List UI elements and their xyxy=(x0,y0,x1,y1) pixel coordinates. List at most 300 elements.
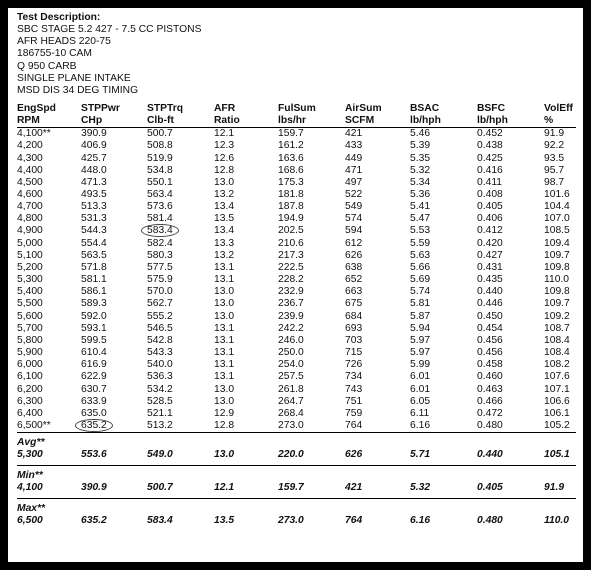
table-cell: 6.01 xyxy=(410,383,431,395)
table-cell: 6,400 xyxy=(17,407,43,419)
test-description-line: SINGLE PLANE INTAKE xyxy=(17,72,131,84)
table-row xyxy=(17,311,576,323)
table-cell: 5.46 xyxy=(410,128,431,140)
table-cell: 159.7 xyxy=(278,128,304,140)
table-cell: 5,700 xyxy=(17,322,43,334)
summary-cell: 390.9 xyxy=(81,482,147,499)
table-body xyxy=(17,128,576,433)
table-cell: 5,200 xyxy=(17,261,43,273)
table-cell: 92.2 xyxy=(544,140,565,152)
table-cell: 0.411 xyxy=(477,176,503,188)
table-cell: 764 xyxy=(345,419,363,431)
table-cell: 13.4 xyxy=(214,201,235,213)
summary-cell: 0.405 xyxy=(477,482,544,499)
table-cell: 109.8 xyxy=(544,286,570,298)
table-cell: 242.2 xyxy=(278,322,304,334)
table-cell: 521.1 xyxy=(147,407,173,419)
table-cell: 575.9 xyxy=(147,274,173,286)
table-cell: 759 xyxy=(345,407,363,419)
table-cell: 675 xyxy=(345,298,363,310)
summary-cell: 635.2 xyxy=(81,515,107,527)
summary-cell: 6.16 xyxy=(410,515,431,527)
summary-cell: 583.4 xyxy=(147,515,173,527)
table-cell: 546.5 xyxy=(147,322,173,334)
table-cell: 106.1 xyxy=(544,407,570,419)
summary-cell: 220.0 xyxy=(278,449,345,466)
test-description-line: Q 950 CARB xyxy=(17,60,77,72)
table-cell: 612 xyxy=(345,237,363,249)
table-row xyxy=(17,250,576,262)
table-cell: 540.0 xyxy=(147,359,173,371)
table-cell: 5,500 xyxy=(17,298,43,310)
table-cell: 109.8 xyxy=(544,261,570,273)
header-row-names xyxy=(17,103,576,115)
table-cell: 633.9 xyxy=(81,395,107,407)
table-cell: 108.7 xyxy=(544,322,570,334)
table-cell: 471 xyxy=(345,164,363,176)
table-cell: 522 xyxy=(345,189,363,200)
table-cell: 581.4 xyxy=(147,213,173,225)
table-cell: 663 xyxy=(345,286,363,298)
summary-cell: 5.32 xyxy=(410,482,477,499)
table-cell: 638 xyxy=(345,261,363,273)
table-cell: 500.7 xyxy=(147,128,173,140)
table-cell: 13.0 xyxy=(214,310,235,322)
table-cell: 534.8 xyxy=(147,164,173,176)
column-header-name: EngSpd xyxy=(17,103,56,115)
table-cell: 5.34 xyxy=(410,176,431,188)
table-cell: 5,100 xyxy=(17,249,43,261)
table-cell: 4,300 xyxy=(17,152,43,164)
table-cell: 261.8 xyxy=(278,383,304,395)
summary-label-row xyxy=(17,499,576,516)
table-cell: 390.9 xyxy=(81,128,107,140)
table-cell: 95.7 xyxy=(544,164,565,176)
table-cell: 543.3 xyxy=(147,347,173,359)
table-cell: 105.2 xyxy=(544,419,570,431)
column-header-name: BSFC xyxy=(477,103,506,115)
circled-value: 635.2 xyxy=(75,419,113,432)
table-cell: 0.450 xyxy=(477,310,503,322)
table-row xyxy=(17,323,576,335)
dyno-sheet xyxy=(8,8,583,562)
table-cell: 181.8 xyxy=(278,189,304,200)
test-description-lines xyxy=(17,24,575,97)
table-row xyxy=(17,347,576,359)
table-cell: 6.05 xyxy=(410,395,431,407)
table-cell: 0.440 xyxy=(477,286,503,298)
table-cell: 6,300 xyxy=(17,395,43,407)
table-cell: 0.420 xyxy=(477,237,503,249)
table-cell: 703 xyxy=(345,334,363,346)
summary-cell: 159.7 xyxy=(278,482,345,499)
table-cell: 254.0 xyxy=(278,359,304,371)
table-cell: 109.7 xyxy=(544,298,570,310)
table-cell: 5,000 xyxy=(17,237,43,249)
table-cell: 5.69 xyxy=(410,274,431,286)
table-cell: 5.35 xyxy=(410,152,431,164)
table-cell: 12.8 xyxy=(214,164,235,176)
table-cell: 449 xyxy=(345,152,363,164)
table-cell: 232.9 xyxy=(278,286,304,298)
table-cell: 228.2 xyxy=(278,274,304,286)
table-cell: 5.32 xyxy=(410,164,431,176)
table-cell: 630.7 xyxy=(81,383,107,395)
column-header-name: AirSum xyxy=(345,103,382,115)
table-cell: 0.446 xyxy=(477,298,503,310)
table-cell: 6.01 xyxy=(410,371,431,383)
table-cell: 109.4 xyxy=(544,237,570,249)
circled-value: 583.4 xyxy=(141,224,179,237)
test-description xyxy=(17,12,575,97)
column-header-name: FulSum xyxy=(278,103,316,115)
column-header-unit: Clb-ft xyxy=(147,114,174,126)
table-row xyxy=(17,128,576,141)
table-cell: 12.9 xyxy=(214,407,235,419)
dyno-results-table xyxy=(17,103,576,531)
table-cell: 239.9 xyxy=(278,310,304,322)
table-cell xyxy=(147,225,214,237)
table-cell: 5.81 xyxy=(410,298,431,310)
summary-values-row xyxy=(17,449,576,466)
table-cell: 101.6 xyxy=(544,189,570,200)
table-cell: 6.11 xyxy=(410,407,430,419)
table-cell: 0.431 xyxy=(477,261,503,273)
table-cell: 536.3 xyxy=(147,371,173,383)
table-cell: 5.99 xyxy=(410,359,431,371)
table-cell: 586.1 xyxy=(81,286,107,298)
table-cell: 163.6 xyxy=(278,152,304,164)
table-cell: 715 xyxy=(345,347,363,359)
table-cell: 5,600 xyxy=(17,310,43,322)
column-header-name: VolEff xyxy=(544,103,573,115)
table-cell: 580.3 xyxy=(147,249,173,261)
table-cell: 5.47 xyxy=(410,213,431,225)
table-cell: 542.8 xyxy=(147,334,173,346)
table-cell: 13.2 xyxy=(214,249,235,261)
table-cell: 13.1 xyxy=(214,334,235,346)
table-cell: 0.460 xyxy=(477,371,503,383)
table-row xyxy=(17,420,576,433)
table-cell: 544.3 xyxy=(81,225,107,237)
summary-cell: 500.7 xyxy=(147,482,214,499)
test-description-line: 186755-10 CAM xyxy=(17,48,92,60)
table-row xyxy=(17,286,576,298)
table-cell: 5.36 xyxy=(410,189,431,200)
table-cell: 13.0 xyxy=(214,383,235,395)
summary-label: Min** xyxy=(17,470,43,482)
summary-cell: 549.0 xyxy=(147,449,214,466)
table-cell: 554.4 xyxy=(81,237,107,249)
summary-cell: 421 xyxy=(345,482,410,499)
table-cell: 273.0 xyxy=(278,419,304,431)
table-cell: 107.6 xyxy=(544,371,570,383)
summary-cell: 13.0 xyxy=(214,449,278,466)
table-cell: 264.7 xyxy=(278,395,304,407)
table-cell: 652 xyxy=(345,274,363,286)
column-header-unit: lbs/hr xyxy=(278,114,307,126)
table-cell: 0.412 xyxy=(477,225,503,237)
table-cell: 4,400 xyxy=(17,164,43,176)
table-cell: 98.7 xyxy=(544,176,565,188)
table-cell: 0.480 xyxy=(477,419,503,431)
table-cell: 616.9 xyxy=(81,359,107,371)
table-row xyxy=(17,359,576,371)
table-cell: 549 xyxy=(345,201,363,213)
table-cell: 5.94 xyxy=(410,322,431,334)
summary-label: Avg** xyxy=(17,433,576,450)
summary-cell: 105.1 xyxy=(544,449,576,466)
table-cell: 13.5 xyxy=(214,213,235,225)
summary-cell: 626 xyxy=(345,449,410,466)
column-header-unit: RPM xyxy=(17,114,40,126)
table-cell: 4,900 xyxy=(17,225,43,237)
table-cell: 161.2 xyxy=(278,140,304,152)
table-cell: 0.463 xyxy=(477,383,503,395)
table-cell: 734 xyxy=(345,371,363,383)
table-cell: 13.3 xyxy=(214,237,235,249)
table-cell: 217.3 xyxy=(278,249,304,261)
test-description-line: MSD DIS 34 DEG TIMING xyxy=(17,85,139,97)
table-cell: 6,200 xyxy=(17,383,43,395)
table-cell: 425.7 xyxy=(81,152,107,164)
table-cell: 497 xyxy=(345,176,363,188)
table-cell: 250.0 xyxy=(278,347,304,359)
table-cell: 13.0 xyxy=(214,176,235,188)
table-header xyxy=(17,103,576,128)
table-row xyxy=(17,189,576,201)
summary-cell: 6,500 xyxy=(17,515,43,527)
table-cell: 13.0 xyxy=(214,286,235,298)
table-cell: 5.97 xyxy=(410,334,431,346)
table-cell: 0.458 xyxy=(477,359,503,371)
table-cell xyxy=(81,420,147,433)
table-cell: 5.87 xyxy=(410,310,431,322)
table-row xyxy=(17,213,576,225)
table-cell: 236.7 xyxy=(278,298,304,310)
table-cell: 563.4 xyxy=(147,189,173,200)
table-cell: 563.5 xyxy=(81,249,107,261)
summary-cell: 5.71 xyxy=(410,449,477,466)
table-cell: 6,500** xyxy=(17,419,51,431)
table-cell: 222.5 xyxy=(278,261,304,273)
table-row xyxy=(17,274,576,286)
table-cell: 534.2 xyxy=(147,383,173,395)
table-row xyxy=(17,408,576,420)
table-cell: 5.97 xyxy=(410,347,431,359)
table-row xyxy=(17,396,576,408)
table-cell: 13.1 xyxy=(214,359,235,371)
table-cell: 257.5 xyxy=(278,371,304,383)
table-cell: 0.427 xyxy=(477,249,503,261)
table-cell: 0.416 xyxy=(477,164,503,176)
table-cell: 91.9 xyxy=(544,128,565,140)
column-header-name: STPTrq xyxy=(147,103,184,115)
table-cell: 12.6 xyxy=(214,152,235,164)
table-cell: 5.53 xyxy=(410,225,431,237)
table-row xyxy=(17,262,576,274)
table-cell: 0.472 xyxy=(477,407,503,419)
table-cell: 589.3 xyxy=(81,298,107,310)
table-cell: 5.74 xyxy=(410,286,431,298)
summary-cell: 0.440 xyxy=(477,449,544,466)
table-cell: 406.9 xyxy=(81,140,107,152)
summary-label-row xyxy=(17,466,576,483)
table-cell: 622.9 xyxy=(81,371,107,383)
table-cell: 5,900 xyxy=(17,347,43,359)
table-cell: 421 xyxy=(345,128,363,140)
table-cell: 5.63 xyxy=(410,249,431,261)
table-cell: 550.1 xyxy=(147,176,173,188)
column-header-unit: lb/hph xyxy=(410,114,441,126)
table-cell: 168.6 xyxy=(278,164,304,176)
table-cell: 175.3 xyxy=(278,176,304,188)
table-cell: 693 xyxy=(345,322,363,334)
table-cell: 13.1 xyxy=(214,347,235,359)
table-cell: 562.7 xyxy=(147,298,173,310)
table-cell: 519.9 xyxy=(147,152,173,164)
table-cell: 610.4 xyxy=(81,347,107,359)
summary-cell: 4,100 xyxy=(17,482,81,499)
table-cell: 5.66 xyxy=(410,261,431,273)
test-description-line: SBC STAGE 5.2 427 - 7.5 CC PISTONS xyxy=(17,24,202,35)
table-cell: 0.456 xyxy=(477,347,503,359)
table-cell: 13.0 xyxy=(214,395,235,407)
table-cell: 93.5 xyxy=(544,152,565,164)
test-description-title: Test Description: xyxy=(17,12,101,23)
table-cell: 574 xyxy=(345,213,363,225)
table-cell: 573.6 xyxy=(147,201,173,213)
summary-cell: 13.5 xyxy=(214,515,235,527)
table-cell: 581.1 xyxy=(81,274,107,286)
table-row xyxy=(17,177,576,189)
table-cell: 593.1 xyxy=(81,322,107,334)
column-header-unit: Ratio xyxy=(214,114,240,126)
table-cell: 0.435 xyxy=(477,274,503,286)
table-cell: 12.1 xyxy=(214,128,235,140)
summary-values-row xyxy=(17,515,576,531)
table-cell: 555.2 xyxy=(147,310,173,322)
table-cell: 6.16 xyxy=(410,419,431,431)
table-cell: 0.405 xyxy=(477,201,503,213)
table-cell: 5,300 xyxy=(17,274,43,286)
summary-cell: 553.6 xyxy=(81,449,147,466)
table-row xyxy=(17,153,576,165)
table-cell: 187.8 xyxy=(278,201,304,213)
table-row xyxy=(17,298,576,310)
table-cell: 471.3 xyxy=(81,176,107,188)
table-cell: 528.5 xyxy=(147,395,173,407)
table-cell: 202.5 xyxy=(278,225,304,237)
table-cell: 0.456 xyxy=(477,334,503,346)
table-cell: 194.9 xyxy=(278,213,304,225)
table-row xyxy=(17,238,576,250)
table-cell: 4,500 xyxy=(17,176,43,188)
table-cell: 110.0 xyxy=(544,274,570,286)
table-cell: 751 xyxy=(345,395,363,407)
table-cell: 0.425 xyxy=(477,152,503,164)
table-cell: 433 xyxy=(345,140,363,152)
table-cell: 513.3 xyxy=(81,201,107,213)
table-cell: 635.0 xyxy=(81,407,107,419)
table-cell: 246.0 xyxy=(278,334,304,346)
table-cell: 13.0 xyxy=(214,298,235,310)
table-cell: 13.4 xyxy=(214,225,235,237)
table-cell: 570.0 xyxy=(147,286,173,298)
table-cell: 109.2 xyxy=(544,310,570,322)
table-cell: 0.454 xyxy=(477,322,503,334)
table-cell: 582.4 xyxy=(147,237,173,249)
table-cell: 0.438 xyxy=(477,140,503,152)
table-row xyxy=(17,165,576,177)
table-cell: 0.406 xyxy=(477,213,503,225)
summary-label-row xyxy=(17,433,576,450)
table-cell: 0.408 xyxy=(477,189,503,200)
table-cell: 109.7 xyxy=(544,249,570,261)
table-row xyxy=(17,371,576,383)
table-cell: 108.4 xyxy=(544,347,570,359)
column-header-unit: % xyxy=(544,114,554,126)
table-cell: 0.466 xyxy=(477,395,503,407)
table-cell: 6,100 xyxy=(17,371,43,383)
summary-cell: 12.1 xyxy=(214,482,278,499)
table-cell: 5,400 xyxy=(17,286,43,298)
summary-label: Max** xyxy=(17,503,46,515)
table-cell: 13.1 xyxy=(214,322,235,334)
column-header-name: STPPwr xyxy=(81,103,120,115)
table-row xyxy=(17,201,576,213)
table-cell: 12.8 xyxy=(214,419,235,431)
table-cell: 108.4 xyxy=(544,334,570,346)
table-cell: 599.5 xyxy=(81,334,107,346)
table-cell: 508.8 xyxy=(147,140,173,152)
table-cell: 493.5 xyxy=(81,189,107,200)
header-row-units xyxy=(17,115,576,128)
summary-cell: 0.480 xyxy=(477,515,503,527)
column-header-unit: SCFM xyxy=(345,114,375,126)
table-cell: 12.3 xyxy=(214,140,235,152)
table-cell: 4,200 xyxy=(17,140,43,152)
column-header-unit: lb/hph xyxy=(477,114,508,126)
table-cell: 743 xyxy=(345,383,363,395)
table-row xyxy=(17,225,576,237)
summary-cell: 273.0 xyxy=(278,515,304,527)
table-cell: 0.452 xyxy=(477,128,503,140)
table-cell: 4,800 xyxy=(17,213,43,225)
table-cell: 5.41 xyxy=(410,201,431,213)
table-cell: 106.6 xyxy=(544,395,570,407)
table-cell: 513.2 xyxy=(147,419,173,431)
table-cell: 571.8 xyxy=(81,261,107,273)
table-cell: 626 xyxy=(345,249,363,261)
table-cell: 531.3 xyxy=(81,213,107,225)
table-row xyxy=(17,335,576,347)
table-cell: 13.1 xyxy=(214,371,235,383)
table-cell: 6,000 xyxy=(17,359,43,371)
table-cell: 577.5 xyxy=(147,261,173,273)
table-cell: 108.2 xyxy=(544,359,570,371)
table-cell: 684 xyxy=(345,310,363,322)
summary-section xyxy=(17,433,576,532)
table-cell: 107.1 xyxy=(544,383,570,395)
summary-cell: 91.9 xyxy=(544,482,576,499)
column-header-name: AFR xyxy=(214,103,236,115)
table-row xyxy=(17,140,576,152)
table-cell: 13.1 xyxy=(214,274,235,286)
table-cell: 592.0 xyxy=(81,310,107,322)
table-cell: 13.1 xyxy=(214,261,235,273)
summary-values-row xyxy=(17,482,576,499)
